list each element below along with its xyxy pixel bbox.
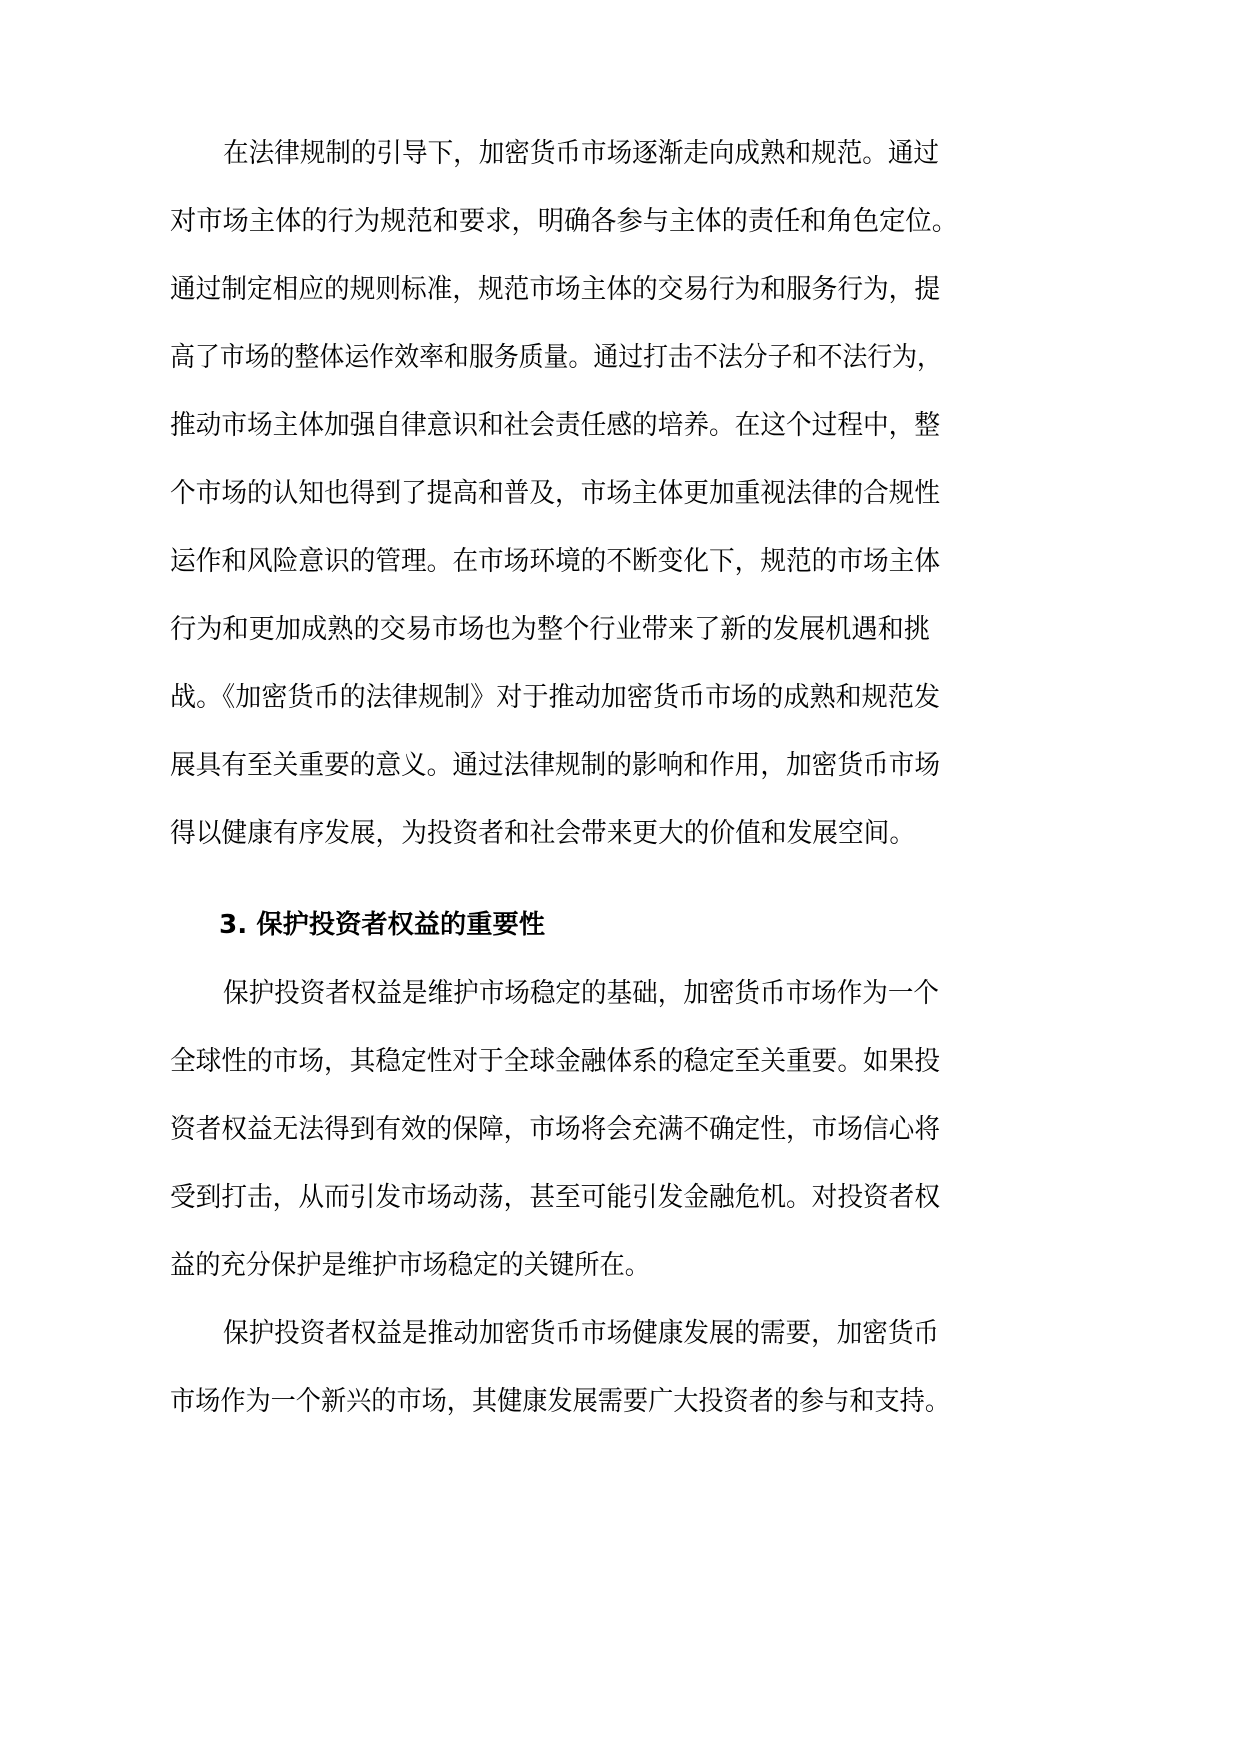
text-line: 对市场主体的行为规范和要求，明确各参与主体的责任和角色定位。 [170, 206, 958, 237]
text-line: 得以健康有序发展，为投资者和社会带来更大的价值和发展空间。 [170, 818, 916, 849]
text-line: 展具有至关重要的意义。通过法律规制的影响和作用，加密货币市场 [170, 750, 940, 781]
text-line: 资者权益无法得到有效的保障，市场将会充满不确定性，市场信心将 [170, 1114, 940, 1145]
text-line: 保护投资者权益是维护市场稳定的基础，加密货币市场作为一个 [223, 978, 940, 1009]
text-line: 运作和风险意识的管理。在市场环境的不断变化下，规范的市场主体 [170, 546, 940, 577]
paragraph-1-line-6 [0, 474, 1241, 514]
text-line: 战。《加密货币的法律规制》对于推动加密货币市场的成熟和规范发 [170, 682, 940, 713]
paragraph-3-line-2 [0, 1382, 1241, 1422]
paragraph-2-line-2 [0, 1042, 1241, 1082]
paragraph-1-line-11 [0, 814, 1241, 854]
text-line: 高了市场的整体运作效率和服务质量。通过打击不法分子和不法行为， [170, 342, 942, 373]
paragraph-1-line-7 [0, 542, 1241, 582]
paragraph-1-line-3 [0, 270, 1241, 310]
paragraph-2-line-4 [0, 1178, 1241, 1218]
paragraph-1-line-10 [0, 746, 1241, 786]
paragraph-1-line-8 [0, 610, 1241, 650]
paragraph-2-line-5 [0, 1246, 1241, 1286]
text-line: 市场作为一个新兴的市场，其健康发展需要广大投资者的参与和支持。 [170, 1386, 951, 1417]
text-line: 受到打击，从而引发市场动荡，甚至可能引发金融危机。对投资者权 [170, 1182, 940, 1213]
text-line: 个市场的认知也得到了提高和普及，市场主体更加重视法律的合规性 [170, 478, 940, 509]
paragraph-1-line-9 [0, 678, 1241, 718]
paragraph-2-line-3 [0, 1110, 1241, 1150]
paragraph-3-line-1 [0, 1314, 1241, 1354]
text-line: 在法律规制的引导下，加密货币市场逐渐走向成熟和规范。通过 [223, 138, 940, 169]
text-line: 益的充分保护是维护市场稳定的关键所在。 [170, 1250, 651, 1281]
paragraph-1-line-1 [0, 134, 1241, 174]
text-line: 全球性的市场，其稳定性对于全球金融体系的稳定至关重要。如果投 [170, 1046, 940, 1077]
paragraph-1-line-2 [0, 202, 1241, 242]
section-heading [0, 905, 1241, 945]
paragraph-1-line-4 [0, 338, 1241, 378]
text-line: 通过制定相应的规则标准，规范市场主体的交易行为和服务行为，提 [170, 274, 940, 305]
text-line: 推动市场主体加强自律意识和社会责任感的培养。在这个过程中，整 [170, 410, 940, 441]
text-line: 保护投资者权益是推动加密货币市场健康发展的需要，加密货币 [223, 1318, 940, 1349]
paragraph-1-line-5 [0, 406, 1241, 446]
paragraph-2-line-1 [0, 974, 1241, 1014]
section-heading-text: 3. 保护投资者权益的重要性 [219, 910, 546, 940]
text-line: 行为和更加成熟的交易市场也为整个行业带来了新的发展机遇和挑 [170, 614, 930, 645]
